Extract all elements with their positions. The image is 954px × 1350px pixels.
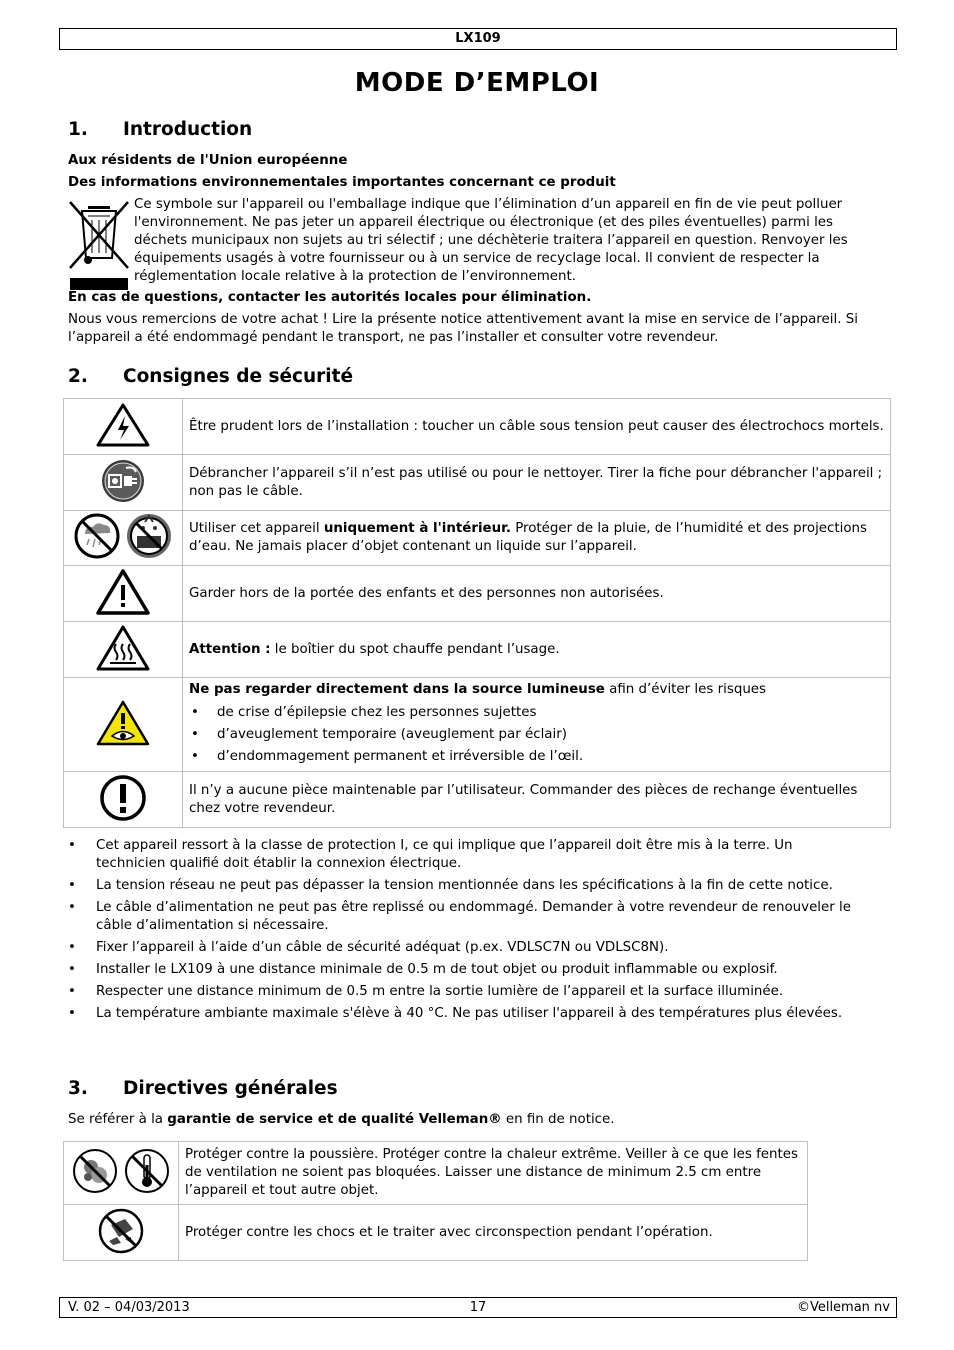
safety-text-bold: Attention :	[189, 641, 271, 657]
general-row	[64, 1142, 808, 1205]
safety-text	[183, 678, 891, 772]
section-2-heading	[68, 366, 353, 387]
unplug-icon	[100, 458, 146, 504]
no-rain-icon	[73, 512, 121, 560]
eye-hazard-icon	[95, 699, 151, 747]
safety-text-bold: uniquement à l'intérieur.	[323, 521, 511, 536]
safety-row	[64, 399, 891, 455]
list-item: • Le câble d’alimentation ne peut pas être replissé ou endommagé. Demander à votre revendeur de renouveler le câble d’alimentation si nécessaire.	[68, 899, 858, 935]
page-title: MODE D’EMPLOI	[354, 68, 600, 98]
section-3-heading	[68, 1078, 338, 1099]
residents-heading: Aux résidents de l'Union européenne	[68, 153, 348, 168]
risk-item: • de crise d’épilepsie chez les personnes sujettes	[189, 702, 884, 724]
footer-version: V. 02 – 04/03/2013	[68, 1300, 190, 1315]
no-dust-icon	[71, 1147, 119, 1195]
general-text: Protéger contre les chocs et le traiter avec circonspection pendant l’opération.	[179, 1205, 808, 1261]
safety-text-part: afin d’éviter les risques	[604, 682, 767, 697]
list-item: • La température ambiante maximale s'élève à 40 °C. Ne pas utiliser l'appareil à des températures plus élevées.	[68, 1005, 858, 1023]
safety-text: Garder hors de la portée des enfants et des personnes non autorisées.	[183, 566, 891, 622]
general-text: Protéger contre la poussière. Protéger contre la chaleur extrême. Veiller à ce que les fentes de ventilation ne soient pas bloquées. Laisser une distance de minimum 2.5 cm entre l’appareil et tout autre objet.	[179, 1142, 808, 1205]
weee-paragraph: Ce symbole sur l'appareil ou l'emballage indique que l’élimination d’un appareil en fin de vie peut polluer l'environnement. Ne pas jeter un appareil électrique ou électronique (et des piles éventuelles) parmi les déchets municipaux non sujets au tri sélectif ; une déchèterie traitera l’appareil en question. Renvoyer les équipements usagés à votre fournisseur ou à un service de recyclage local. Il convient de respecter la réglementation locale relative à la protection de l’environnement.	[134, 197, 848, 284]
section-title: Consignes de sécurité	[123, 366, 354, 387]
safety-icon-cell	[64, 511, 183, 566]
reference-text: en fin de notice.	[501, 1112, 615, 1127]
safety-text	[183, 511, 891, 566]
section-title: Directives générales	[123, 1078, 338, 1099]
safety-table	[63, 398, 891, 828]
safety-text-part: le boîtier du spot chauffe pendant l’usage.	[270, 641, 560, 657]
footer-page-number: 17	[469, 1300, 487, 1315]
section-number: 1.	[68, 119, 88, 140]
safety-row	[64, 455, 891, 511]
safety-text: Être prudent lors de l’installation : toucher un câble sous tension peut causer des électrochocs mortels.	[183, 399, 891, 455]
reference-text: Se référer à la	[68, 1112, 168, 1127]
safety-row	[64, 511, 891, 566]
header-model: LX109	[59, 28, 897, 50]
no-heat-icon	[123, 1147, 171, 1195]
exclamation-icon	[98, 773, 148, 823]
warning-icon	[95, 568, 151, 616]
safety-icon-cell	[64, 399, 183, 455]
safety-row	[64, 622, 891, 678]
list-item: • La tension réseau ne peut pas dépasser la tension mentionnée dans les spécifications à la fin de cette notice.	[68, 877, 858, 895]
list-item: • Installer le LX109 à une distance minimale de 0.5 m de tout objet ou produit inflammable ou explosif.	[68, 961, 858, 979]
safety-text-bold: Ne pas regarder directement dans la source lumineuse	[189, 682, 605, 697]
section-number: 2.	[68, 366, 88, 387]
thanks-paragraph: Nous vous remercions de votre achat ! Lire la présente notice attentivement avant la mise en service de l’appareil. Si l’appareil a été endommagé pendant le transport, ne pas l’installer et consulter votre revendeur.	[68, 312, 858, 345]
section-number: 3.	[68, 1078, 88, 1099]
high-voltage-icon	[95, 402, 151, 448]
no-liquid-icon	[125, 512, 173, 560]
general-icon-cell	[64, 1142, 179, 1205]
safety-bullet-list	[68, 837, 858, 1027]
safety-row	[64, 678, 891, 772]
section-title: Introduction	[123, 119, 253, 140]
safety-text: Débrancher l’appareil s’il n’est pas utilisé ou pour le nettoyer. Tirer la fiche pour débrancher l'appareil ; non pas le câble.	[183, 455, 891, 511]
safety-icon-cell	[64, 622, 183, 678]
section-1-heading	[68, 119, 252, 140]
env-info-heading: Des informations environnementales importantes concernant ce produit	[68, 175, 616, 190]
safety-icon-cell	[64, 566, 183, 622]
safety-icon-cell	[64, 772, 183, 828]
warranty-reference	[68, 1111, 888, 1129]
risk-item: • d’aveuglement temporaire (aveuglement par éclair)	[189, 724, 884, 746]
hot-surface-icon	[95, 624, 151, 672]
general-table	[63, 1141, 808, 1261]
no-shock-icon	[97, 1207, 145, 1255]
footer-copyright: ©Velleman nv	[796, 1300, 890, 1315]
safety-row	[64, 566, 891, 622]
general-icon-cell	[64, 1205, 179, 1261]
safety-row	[64, 772, 891, 828]
reference-bold: garantie de service et de qualité Velleman®	[167, 1112, 502, 1127]
safety-text	[183, 622, 891, 678]
questions-note: En cas de questions, contacter les autorités locales pour élimination.	[68, 290, 592, 305]
risk-list	[189, 702, 884, 768]
list-item: • Respecter une distance minimum de 0.5 m entre la sortie lumière de l’appareil et la surface illuminée.	[68, 983, 858, 1001]
safety-text-part: Protéger de la pluie, de l’humidité et des projections d’eau. Ne jamais placer d’objet contenant un liquide sur l’appareil.	[189, 521, 868, 554]
safety-text: Il n’y a aucune pièce maintenable par l’utilisateur. Commander des pièces de rechange éventuelles chez votre revendeur.	[183, 772, 891, 828]
safety-icon-cell	[64, 455, 183, 511]
safety-icon-cell	[64, 678, 183, 772]
safety-text-part: Utiliser cet appareil	[189, 521, 324, 536]
page-footer	[59, 1297, 897, 1318]
risk-item: • d’endommagement permanent et irréversible de l’œil.	[189, 746, 884, 768]
list-item: • Cet appareil ressort à la classe de protection I, ce qui implique que l’appareil doit être mis à la terre. Un technicien qualifié doit établir la connexion électrique.	[68, 837, 858, 873]
general-row	[64, 1205, 808, 1261]
weee-bin-icon	[68, 198, 130, 292]
list-item: • Fixer l’appareil à l’aide d’un câble de sécurité adéquat (p.ex. VDLSC7N ou VDLSC8N).	[68, 939, 858, 957]
